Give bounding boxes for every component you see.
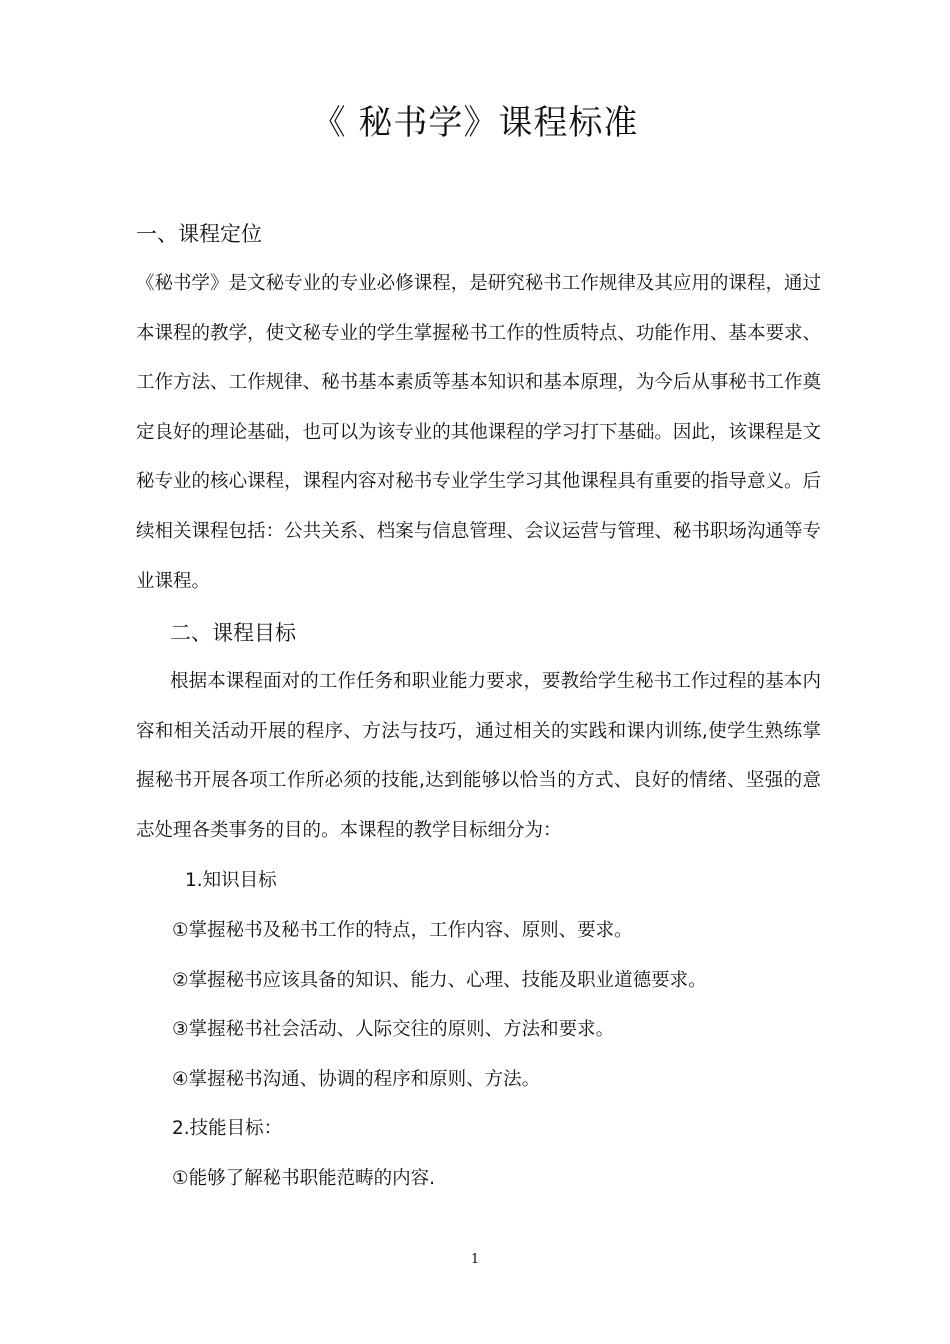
- knowledge-goal-item: ②掌握秘书应该具备的知识、能力、心理、技能及职业道德要求。: [172, 970, 707, 991]
- section-heading-course-goals: 二、课程目标: [170, 621, 296, 645]
- section-heading-course-position: 一、课程定位: [136, 222, 262, 246]
- section-paragraph-course-goals: 根据本课程面对的工作任务和职业能力要求，要教给学生秘书工作过程的基本内容和相关活动开展的程序、方法与技巧，通过相关的实践和课内训练,使学生熟练掌握秘书开展各项工作所必须的技能,达到能够以恰当的方式、良好的情绪、坚强的意志处理各类事务的目的。本课程的教学目标细分为：: [136, 671, 821, 841]
- knowledge-goal-heading: 1.知识目标: [185, 870, 277, 891]
- page-number: 1: [470, 1252, 480, 1267]
- knowledge-goal-item: ①掌握秘书及秘书工作的特点，工作内容、原则、要求。: [172, 920, 633, 941]
- document-title: 《 秘书学》课程标准: [311, 103, 639, 143]
- section-paragraph-course-position: 《秘书学》是文秘专业的专业必修课程，是研究秘书工作规律及其应用的课程，通过本课程的教学，使文秘专业的学生掌握秘书工作的性质特点、功能作用、基本要求、工作方法、工作规律、秘书基本素质等基本知识和基本原理，为今后从事秘书工作奠定良好的理论基础，也可以为该专业的其他课程的学习打下基础。因此，该课程是文秘专业的核心课程，课程内容对秘书专业学生学习其他课程具有重要的指导意义。后续相关课程包括：公共关系、档案与信息管理、会议运营与管理、秘书职场沟通等专业课程。: [136, 273, 821, 592]
- knowledge-goal-item: ④掌握秘书沟通、协调的程序和原则、方法。: [172, 1069, 541, 1090]
- knowledge-goal-item: ③掌握秘书社会活动、人际交往的原则、方法和要求。: [172, 1019, 615, 1040]
- skill-goal-item: ①能够了解秘书职能范畴的内容.: [172, 1168, 435, 1189]
- skill-goal-heading: 2.技能目标：: [172, 1118, 283, 1139]
